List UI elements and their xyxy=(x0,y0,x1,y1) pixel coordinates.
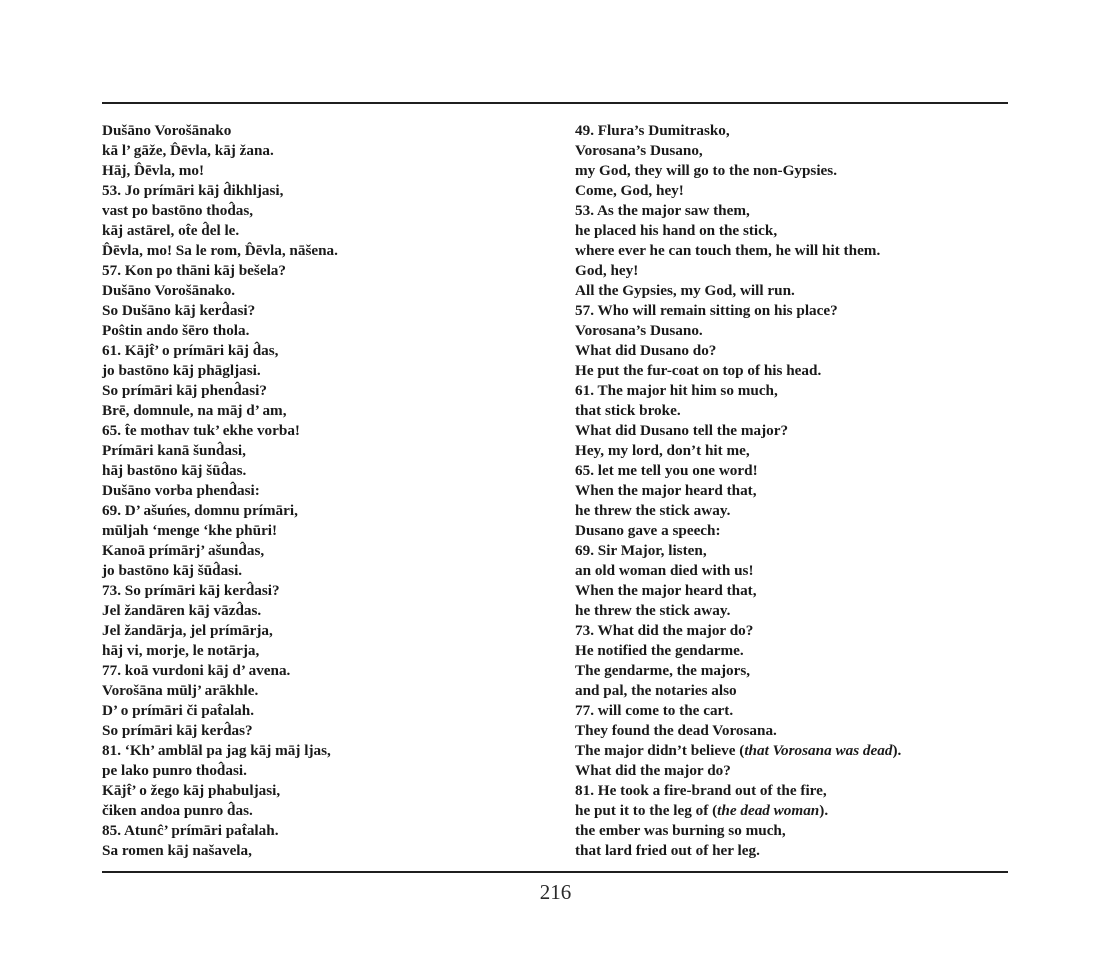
romani-line: jo bastōno kāj phāgljasi. xyxy=(102,362,261,379)
translation-text: an old woman died with us! xyxy=(575,562,754,579)
translation-line xyxy=(575,381,1015,401)
translation-text: 61. The major hit him so much, xyxy=(575,382,778,399)
romani-line: Hāj, D̂ēvla, mo! xyxy=(102,162,205,179)
translation-line xyxy=(575,121,1015,141)
romani-line: Jel žandāren kāj vāzd̂as. xyxy=(102,602,262,619)
romani-line: Brē, domnule, na māj d’ am, xyxy=(102,402,287,419)
translation-text: 57. Who will remain sitting on his place? xyxy=(575,302,838,319)
romani-line: Kanoā prímārj’ ašund̂as, xyxy=(102,542,265,559)
romani-line: Poŝtin ando šēro thola. xyxy=(102,322,250,339)
translation-text: he put it to the leg of ( xyxy=(575,802,718,819)
romani-line: kāj astārel, ot̂e d̂el le. xyxy=(102,222,240,239)
translation-line xyxy=(575,441,1015,461)
translation-text: he threw the stick away. xyxy=(575,602,731,619)
romani-line: D’ o prímāri či pat̂alah. xyxy=(102,702,255,719)
romani-line: Sa romen kāj našavela, xyxy=(102,842,252,859)
translation-line xyxy=(575,321,1015,341)
romani-line: hāj bastōno kāj šūd̂as. xyxy=(102,462,247,479)
translation-text: 81. He took a fire-brand out of the fire, xyxy=(575,782,827,799)
romani-line: 77. koā vurdoni kāj d’ avena. xyxy=(102,662,291,679)
translation-text: my God, they will go to the non-Gypsies. xyxy=(575,162,837,179)
translation-line xyxy=(575,761,1015,781)
translation-line xyxy=(575,721,1015,741)
translation-line xyxy=(575,481,1015,501)
romani-line: Dušāno vorba phend̂asi: xyxy=(102,482,260,499)
translation-line xyxy=(575,541,1015,561)
page-number: 216 xyxy=(539,880,572,904)
romani-text-column xyxy=(102,121,542,861)
translation-line xyxy=(575,661,1015,681)
romani-line: kā l’ gāže, D̂ēvla, kāj žana. xyxy=(102,142,274,159)
romani-line: pe lako punro thod̂asi. xyxy=(102,762,247,779)
translation-text-end: ). xyxy=(892,742,902,759)
romani-line: 85. Atunĉ’ prímāri pat̂alah. xyxy=(102,822,279,839)
translation-text: When the major heard that, xyxy=(575,582,757,599)
translation-text: Dusano gave a speech: xyxy=(575,522,721,539)
translation-line xyxy=(575,141,1015,161)
translation-line xyxy=(575,701,1015,721)
translation-line xyxy=(575,641,1015,661)
romani-line: mūljah ‘menge ‘khe phūri! xyxy=(102,522,278,539)
translation-text: where ever he can touch them, he will hit them. xyxy=(575,242,881,259)
translation-line xyxy=(575,781,1015,801)
translation-text: that stick broke. xyxy=(575,402,681,419)
translation-line xyxy=(575,401,1015,421)
translation-line xyxy=(575,581,1015,601)
translation-text: The major didn’t believe ( xyxy=(575,742,745,759)
romani-line: Jel žandārja, jel prímārja, xyxy=(102,622,273,639)
translation-text: All the Gypsies, my God, will run. xyxy=(575,282,795,299)
translation-text-end: ). xyxy=(819,802,829,819)
translation-line xyxy=(575,241,1015,261)
translation-line xyxy=(575,681,1015,701)
translation-line xyxy=(575,201,1015,221)
translation-text: 49. Flura’s Dumitrasko, xyxy=(575,122,730,139)
translation-line xyxy=(575,161,1015,181)
translation-line xyxy=(575,281,1015,301)
translation-line xyxy=(575,821,1015,841)
translation-line xyxy=(575,341,1015,361)
translation-text: the ember was burning so much, xyxy=(575,822,786,839)
translation-text: 73. What did the major do? xyxy=(575,622,754,639)
translation-text: he threw the stick away. xyxy=(575,502,731,519)
translation-text: and pal, the notaries also xyxy=(575,682,737,699)
romani-line: 65. t̂e mothav tuk’ ekhe vorba! xyxy=(102,422,300,439)
romani-line: čiken andoa punro d̂as. xyxy=(102,802,253,819)
romani-line: 73. So prímāri kāj kerd̂asi? xyxy=(102,582,280,599)
top-rule xyxy=(102,102,1008,104)
translation-text: The gendarme, the majors, xyxy=(575,662,751,679)
translation-text: What did the major do? xyxy=(575,762,731,779)
romani-line: D̂ēvla, mo! Sa le rom, D̂ēvla, nāšena. xyxy=(102,242,338,259)
translation-emphasis: that Vorosana was dead xyxy=(744,742,893,759)
translation-text: What did Dusano do? xyxy=(575,342,717,359)
translation-text: that lard fried out of her leg. xyxy=(575,842,760,859)
romani-line: Dušāno Vorošānako xyxy=(102,122,232,139)
translation-line xyxy=(575,421,1015,441)
translation-text: Come, God, hey! xyxy=(575,182,684,199)
translation-text: Vorosana’s Dusano, xyxy=(575,142,703,159)
romani-line: Kājt̂’ o žego kāj phabuljasi, xyxy=(102,782,281,799)
translation-line xyxy=(575,741,1015,761)
romani-line: Dušāno Vorošānako. xyxy=(102,282,236,299)
translation-text: When the major heard that, xyxy=(575,482,757,499)
translation-text: He notified the gendarme. xyxy=(575,642,744,659)
translation-line xyxy=(575,261,1015,281)
translation-line xyxy=(575,801,1015,821)
translation-text: 69. Sir Major, listen, xyxy=(575,542,707,559)
translation-text: he placed his hand on the stick, xyxy=(575,222,778,239)
translation-text: Hey, my lord, don’t hit me, xyxy=(575,442,750,459)
romani-line: Vorošāna mūlj’ arākhle. xyxy=(102,682,259,699)
translation-text: Vorosana’s Dusano. xyxy=(575,322,703,339)
translation-text: 77. will come to the cart. xyxy=(575,702,734,719)
romani-line: So prímāri kāj kerd̂as? xyxy=(102,722,253,739)
translation-line xyxy=(575,561,1015,581)
translation-line xyxy=(575,461,1015,481)
romani-line: 81. ‘Kh’ amblāl pa jag kāj māj ljas, xyxy=(102,742,331,759)
translation-text: He put the fur-coat on top of his head. xyxy=(575,362,822,379)
english-translation-column xyxy=(575,121,1015,861)
translation-line xyxy=(575,621,1015,641)
translation-line xyxy=(575,521,1015,541)
translation-emphasis: the dead woman xyxy=(717,802,820,819)
romani-line: So prímāri kāj phend̂asi? xyxy=(102,382,267,399)
translation-line xyxy=(575,361,1015,381)
translation-text: They found the dead Vorosana. xyxy=(575,722,777,739)
translation-line xyxy=(575,601,1015,621)
translation-line xyxy=(575,501,1015,521)
romani-line: 57. Kon po thāni kāj bešela? xyxy=(102,262,286,279)
translation-text: 65. let me tell you one word! xyxy=(575,462,758,479)
translation-line xyxy=(575,301,1015,321)
romani-line: 69. D’ ašuńes, domnu prímāri, xyxy=(102,502,298,519)
bottom-rule xyxy=(102,871,1008,873)
romani-line: Prímāri kanā šund̂asi, xyxy=(102,442,246,459)
translation-line xyxy=(575,221,1015,241)
translation-text: God, hey! xyxy=(575,262,639,279)
romani-line: So Dušāno kāj kerd̂asi? xyxy=(102,302,256,319)
romani-line: 61. Kājt̂’ o prímāri kāj d̂as, xyxy=(102,342,279,359)
translation-line xyxy=(575,181,1015,201)
translation-line xyxy=(575,841,1015,861)
romani-line: jo bastōno kāj šūd̂asi. xyxy=(102,562,243,579)
romani-line: hāj vi, morje, le notārja, xyxy=(102,642,260,659)
translation-text: 53. As the major saw them, xyxy=(575,202,750,219)
romani-line: 53. Jo prímāri kāj d̂ikhljasi, xyxy=(102,182,284,199)
romani-line: vast po bastōno thod̂as, xyxy=(102,202,254,219)
translation-text: What did Dusano tell the major? xyxy=(575,422,789,439)
